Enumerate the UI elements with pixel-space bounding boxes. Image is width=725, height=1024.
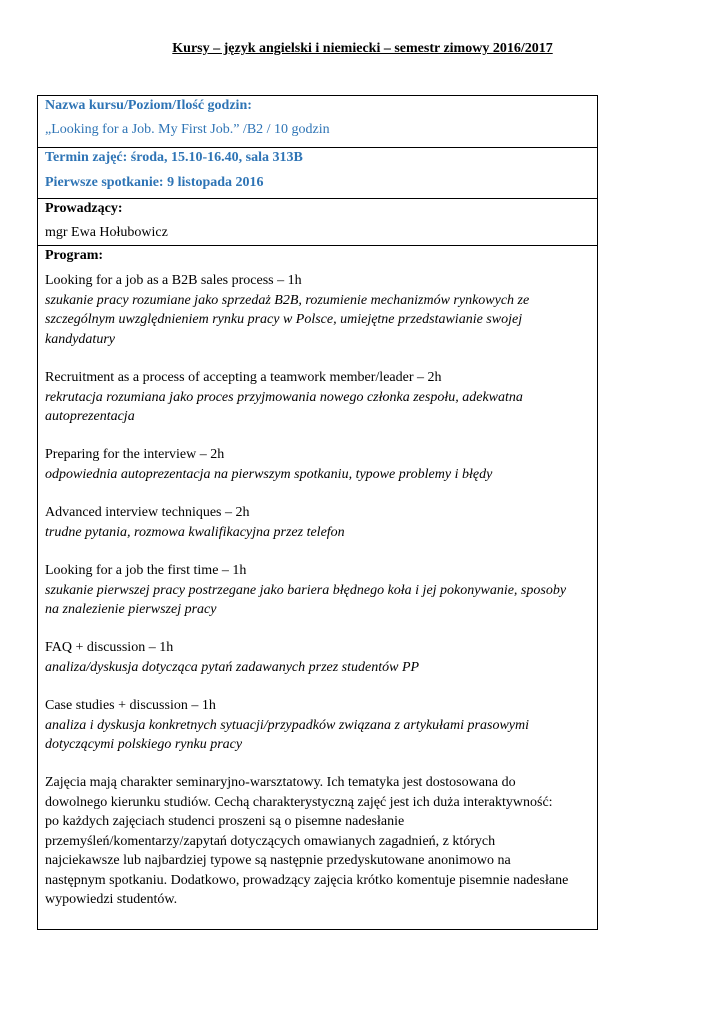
summary-line: najciekawsze lub najbardziej typowe są następnie przedyskutowane anonimowo na	[45, 853, 511, 868]
program-item-title: Case studies + discussion – 1h	[45, 698, 216, 713]
program-item-desc-line: szczególnym uwzględnieniem rynku pracy w Polsce, umiejętne przedstawianie swojej	[45, 312, 523, 327]
program-item-title: Looking for a job as a B2B sales process – 1h	[45, 273, 302, 288]
program-item	[45, 503, 591, 542]
program-item-desc-line: na znalezienie pierwszej pracy	[45, 602, 217, 617]
course-table	[37, 95, 598, 930]
program-item-desc-line: szukanie pracy rozumiane jako sprzedaż B2B, rozumienie mechanizmów rynkowych ze	[45, 292, 530, 308]
program-item-desc-line: odpowiednia autoprezentacja na pierwszym spotkaniu, typowe problemy i błędy	[45, 466, 493, 482]
instructor-label: Prowadzący:	[45, 201, 123, 216]
schedule-section	[38, 148, 597, 199]
program-item-desc-line: szukanie pierwszej pracy postrzegane jako bariera błędnego koła i jej pokonywanie, sposoby	[45, 582, 567, 598]
program-item	[45, 445, 591, 484]
course-name-section	[38, 96, 597, 148]
summary-line: po każdych zajęciach studenci proszeni są o pisemne nadesłanie	[45, 814, 405, 829]
summary-line: Zajęcia mają charakter seminaryjno-warsztatowy. Ich tematyka jest dostosowana do	[45, 775, 516, 790]
program-item-title: Advanced interview techniques – 2h	[45, 505, 250, 520]
page-title: Kursy – język angielski i niemiecki – semestr zimowy 2016/2017	[172, 41, 553, 56]
program-item-desc-line: rekrutacja rozumiana jako proces przyjmowania nowego członka zespołu, adekwatna	[45, 389, 523, 405]
program-label: Program:	[45, 248, 104, 263]
program-item	[45, 368, 591, 427]
instructor-value: mgr Ewa Hołubowicz	[45, 225, 168, 240]
program-summary	[45, 773, 591, 910]
schedule-text: Termin zajęć: środa, 15.10-16.40, sala 313B	[45, 150, 303, 165]
program-item-desc-line: dotyczącymi polskiego rynku pracy	[45, 737, 243, 752]
summary-line: następnym spotkaniu. Dodatkowo, prowadzący zajęcia krótko komentuje pisemnie nadesłane	[45, 872, 569, 888]
program-item-title: FAQ + discussion – 1h	[45, 640, 174, 655]
program-item	[45, 696, 591, 755]
summary-line: przemyśleń/komentarzy/zapytań dotyczących omawianych zagadnień, z których	[45, 833, 496, 849]
summary-line: dowolnego kierunku studiów. Cechą charakterystyczną zajęć jest ich duża interaktywność:	[45, 794, 553, 810]
program-item-title: Preparing for the interview – 2h	[45, 447, 225, 462]
instructor-section	[38, 199, 597, 246]
summary-line: wypowiedzi studentów.	[45, 892, 178, 907]
course-name-label: Nazwa kursu/Poziom/Ilość godzin:	[45, 98, 252, 113]
program-item	[45, 271, 591, 349]
program-item-desc-line: trudne pytania, rozmowa kwalifikacyjna przez telefon	[45, 524, 345, 540]
program-item-title: Looking for a job the first time – 1h	[45, 563, 247, 578]
first-meeting-text: Pierwsze spotkanie: 9 listopada 2016	[45, 175, 264, 190]
program-item	[45, 638, 591, 677]
program-item	[45, 561, 591, 620]
course-name-value: „Looking for a Job. My First Job.” /B2 / 10 godzin	[45, 122, 330, 137]
program-item-desc-line: kandydatury	[45, 331, 115, 347]
program-section	[38, 246, 597, 929]
program-item-desc-line: autoprezentacja	[45, 409, 135, 424]
program-item-title: Recruitment as a process of accepting a teamwork member/leader – 2h	[45, 370, 442, 385]
program-item-desc-line: analiza/dyskusja dotycząca pytań zadawanych przez studentów PP	[45, 659, 420, 675]
program-item-desc-line: analiza i dyskusja konkretnych sytuacji/przypadków związana z artykułami prasowymi	[45, 717, 529, 733]
